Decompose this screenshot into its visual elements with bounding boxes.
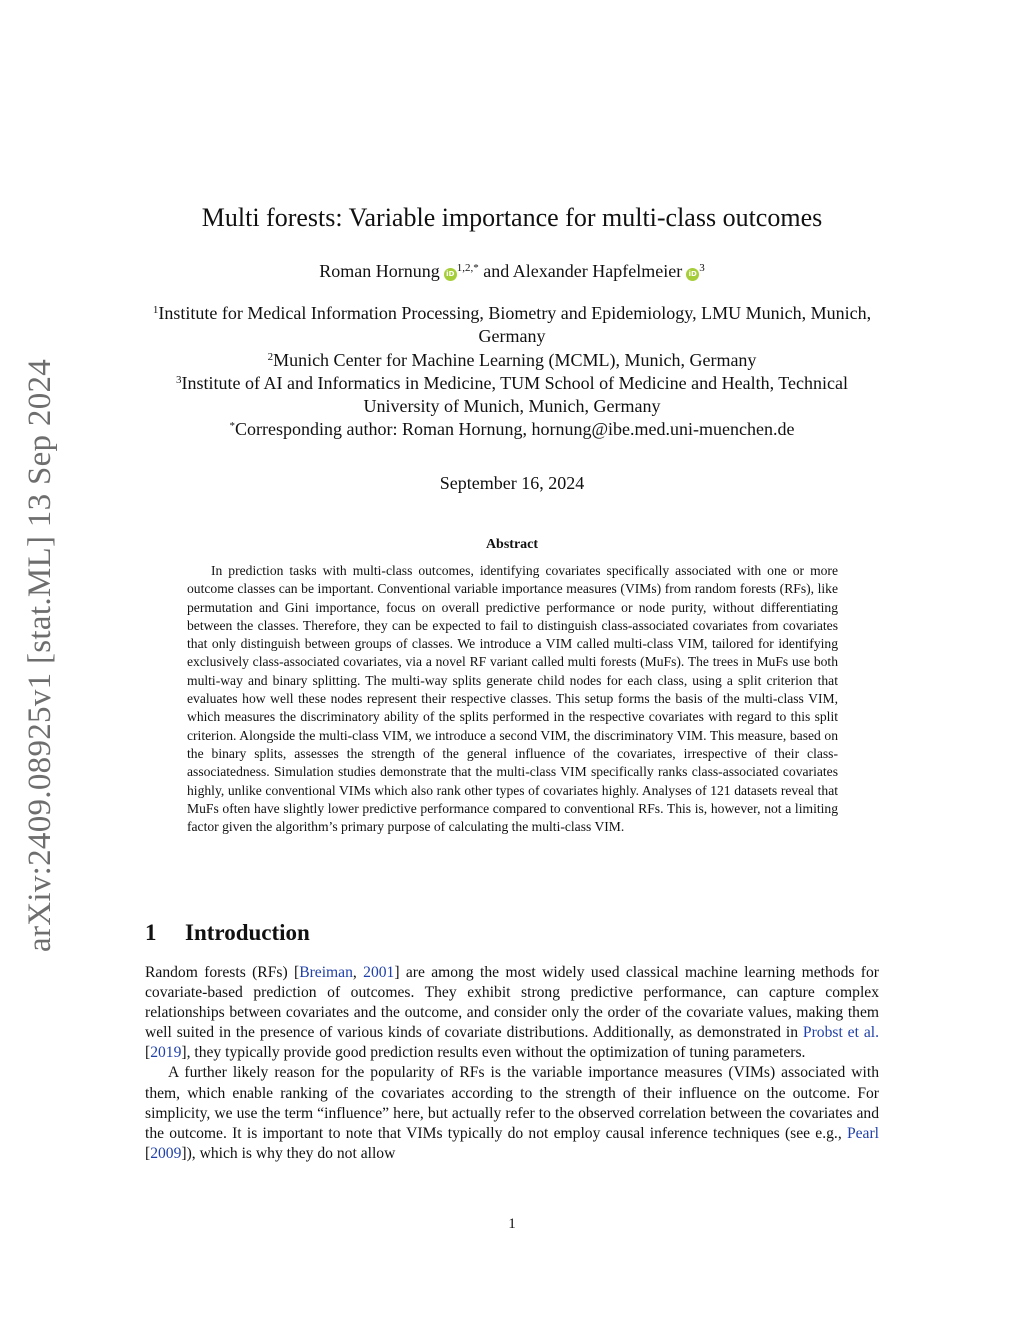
- affiliation-text: Munich Center for Machine Learning (MCML), Munich, Germany: [273, 349, 757, 370]
- text-run: A further likely reason for the popularity of RFs is the variable importance measures (VIMs) associated with them, which enable ranking of the covariates according to the strength of their influence on the outcome. For simplicity, we use the term “influence” here, but actually refer to the observed correlation between the covariates and the outcome. It is important to note that VIMs typically do not employ causal inference techniques (see e.g.,: [145, 1064, 879, 1142]
- citation-link[interactable]: 2009: [150, 1144, 182, 1162]
- text-run: [: [145, 1044, 151, 1062]
- paragraph: [145, 1063, 879, 1163]
- arxiv-identifier-stamp: arXiv:2409.08925v1 [stat.ML] 13 Sep 2024: [22, 358, 58, 952]
- paragraph: [145, 963, 879, 1063]
- section-title: Introduction: [185, 920, 310, 945]
- affiliation-mark: 3: [176, 373, 182, 386]
- author-name: Roman Hornung: [319, 261, 440, 281]
- paper-title: Multi forests: Variable importance for multi-class outcomes: [201, 203, 823, 232]
- text-run: ] are among the most widely used classical machine learning methods for covariate-based prediction of outcomes. They exhibit strong predictive performance, can capture complex relationships between covariates and the outcome, and consider only the order of the covariate values, making them well suited in the presence of various kinds of covariate distributions. Additionally, as demonstrated in: [145, 964, 879, 1042]
- text-run: ,: [352, 964, 364, 981]
- author-line: [0, 261, 1024, 282]
- text-run: Random forests (RFs) [: [145, 964, 300, 981]
- author-name: Alexander Hapfelmeier: [512, 261, 683, 281]
- affiliation-text: Institute of AI and Informatics in Medicine, TUM School of Medicine and Health, Technical University of Munich, Munich, Germany: [181, 372, 848, 417]
- author-connector: and: [483, 261, 510, 281]
- page-number: 1: [508, 1216, 516, 1232]
- citation-link[interactable]: 2019: [150, 1044, 182, 1062]
- section-number: 1: [145, 920, 157, 945]
- introduction-body: [145, 963, 879, 1164]
- citation-link[interactable]: Pearl: [846, 1124, 879, 1142]
- affiliation-text: Institute for Medical Information Processing, Biometry and Epidemiology, LMU Munich, Munich, Germany: [158, 303, 872, 347]
- text-run: ]), which is why they do not allow: [181, 1144, 396, 1162]
- affiliation-mark: *: [229, 420, 236, 433]
- text-run: [: [145, 1144, 151, 1162]
- affiliation-mark: 1: [152, 304, 159, 316]
- author-affiliation-marks: 3: [699, 262, 705, 274]
- affiliation: [150, 302, 874, 349]
- affiliations-block: [150, 302, 874, 442]
- orcid-icon[interactable]: iD: [686, 268, 699, 281]
- section-heading: [145, 920, 310, 946]
- text-run: ], they typically provide good prediction results even without the optimization of tuning parameters.: [181, 1044, 806, 1062]
- orcid-icon[interactable]: iD: [444, 268, 457, 281]
- affiliation: [150, 372, 874, 419]
- author-affiliation-marks: 1,2,*: [456, 262, 479, 274]
- citation-link[interactable]: 2001: [363, 964, 395, 981]
- affiliation: [150, 349, 874, 372]
- citation-link[interactable]: Probst et al.: [802, 1024, 879, 1042]
- abstract-heading: Abstract: [485, 537, 539, 552]
- affiliation-mark: 2: [267, 350, 274, 363]
- abstract-text: In prediction tasks with multi-class outcomes, identifying covariates specifically associated with one or more outcome classes can be important. Conventional variable importance measures (VIMs) from random forests (RFs), like permutation and Gini importance, focus on overall predictive performance or node purity, without differentiating between the classes. Therefore, they can be expected to fail to distinguish class-associated covariates from covariates that only distinguish between groups of classes. We introduce a VIM called multi-class VIM, tailored for identifying exclusively class-associated covariates, via a novel RF variant called multi forests (MuFs). The trees in MuFs use both multi-way and binary splitting. The multi-way splits generate child nodes for each class, using a split criterion that evaluates how well these nodes represent their respective classes. This setup forms the basis of the multi-class VIM, which measures the discriminatory ability of the splits performed in the respective covariates with regard to this split criterion. Alongside the multi-class VIM, we introduce a second VIM, the discriminatory VIM. This measure, based on the binary splits, assesses the strength of the general influence of the covariates, irrespective of their class-associatedness. Simulation studies demonstrate that the multi-class VIM specifically ranks class-associated covariates highly, unlike conventional VIMs which also rank other types of covariates highly. Analyses of 121 datasets reveal that MuFs often have slightly lower predictive performance compared to conventional RFs. This is, however, not a limiting factor given the algorithm’s primary purpose of calculating the multi-class VIM.: [187, 563, 838, 835]
- publication-date: September 16, 2024: [439, 473, 585, 493]
- corresponding-author: [150, 418, 874, 441]
- affiliation-text: Corresponding author: Roman Hornung, hornung@ibe.med.uni-muenchen.de: [235, 419, 795, 440]
- citation-link[interactable]: Breiman: [299, 964, 353, 981]
